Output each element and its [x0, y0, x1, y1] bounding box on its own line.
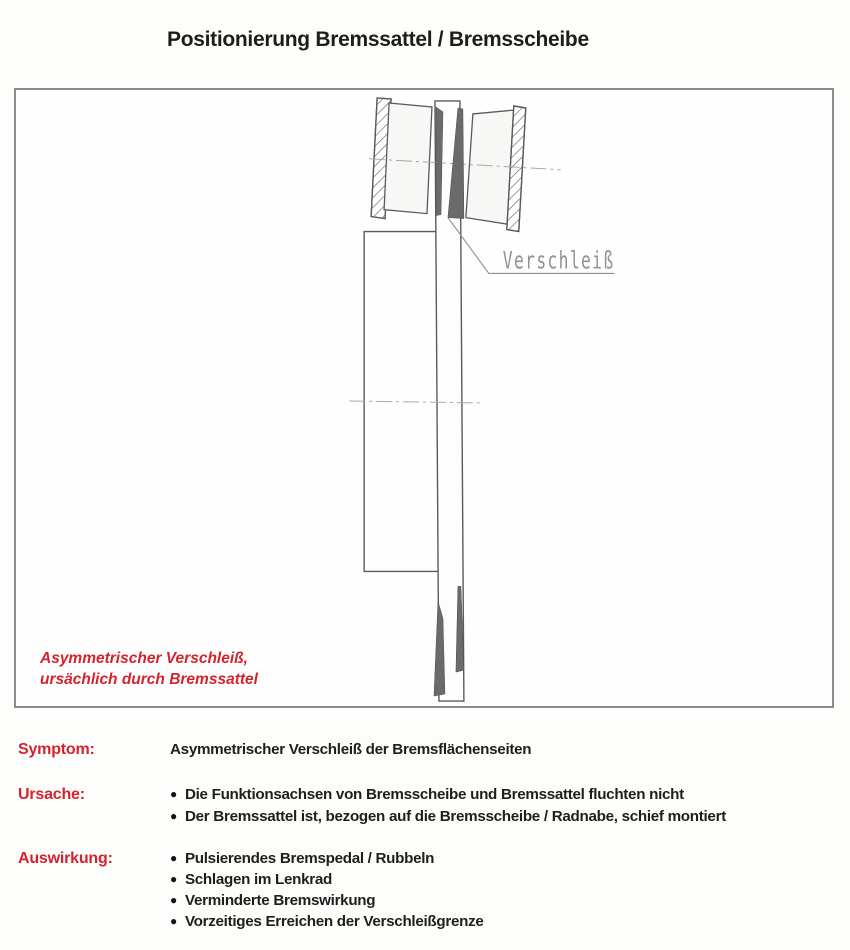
- bullet-icon: ●: [170, 809, 177, 823]
- bullet-icon: ●: [170, 914, 177, 928]
- symptom-text: Asymmetrischer Verschleiß der Bremsflächenseiten: [170, 741, 532, 758]
- ursache-item-text: Der Bremssattel ist, bezogen auf die Bremsscheibe / Radnabe, schief montiert: [184, 808, 726, 825]
- auswirkung-item-text: Vorzeitiges Erreichen der Verschleißgrenze: [184, 913, 484, 930]
- wear-annotation-label: Verschleiß: [502, 246, 615, 275]
- brake-diagram-frame: [14, 88, 834, 708]
- ursache-item-text: Die Funktionsachsen von Bremsscheibe und Bremssattel fluchten nicht: [184, 786, 684, 803]
- auswirkung-item-text: Verminderte Bremswirkung: [184, 892, 376, 909]
- figure-caption: [40, 648, 258, 690]
- bullet-icon: ●: [170, 893, 177, 907]
- auswirkung-item: [170, 850, 434, 867]
- bullet-icon: ●: [170, 851, 177, 865]
- bullet-icon: ●: [170, 787, 177, 801]
- auswirkung-item: [170, 871, 332, 888]
- lower-centerline: [349, 401, 484, 403]
- page-title: Positionierung Bremssattel / Bremsscheibe: [167, 28, 589, 51]
- brake-caliper-disc-drawing: [16, 90, 832, 706]
- left-brake-pad: [384, 103, 432, 214]
- auswirkung-item-text: Pulsierendes Bremspedal / Rubbeln: [184, 850, 435, 867]
- figure-caption-line1: Asymmetrischer Verschleiß,: [40, 650, 248, 667]
- ursache-item: [170, 808, 726, 825]
- auswirkung-label: Auswirkung:: [18, 850, 113, 867]
- symptom-label: Symptom:: [18, 741, 95, 758]
- figure-caption-line2: ursächlich durch Bremssattel: [40, 671, 258, 688]
- ursache-item: [170, 786, 684, 803]
- auswirkung-item: [170, 913, 484, 930]
- auswirkung-item-text: Schlagen im Lenkrad: [184, 871, 333, 888]
- auswirkung-item: [170, 892, 375, 909]
- ursache-label: Ursache:: [18, 786, 85, 803]
- hub-carrier-outline: [364, 232, 438, 572]
- bullet-icon: ●: [170, 872, 177, 886]
